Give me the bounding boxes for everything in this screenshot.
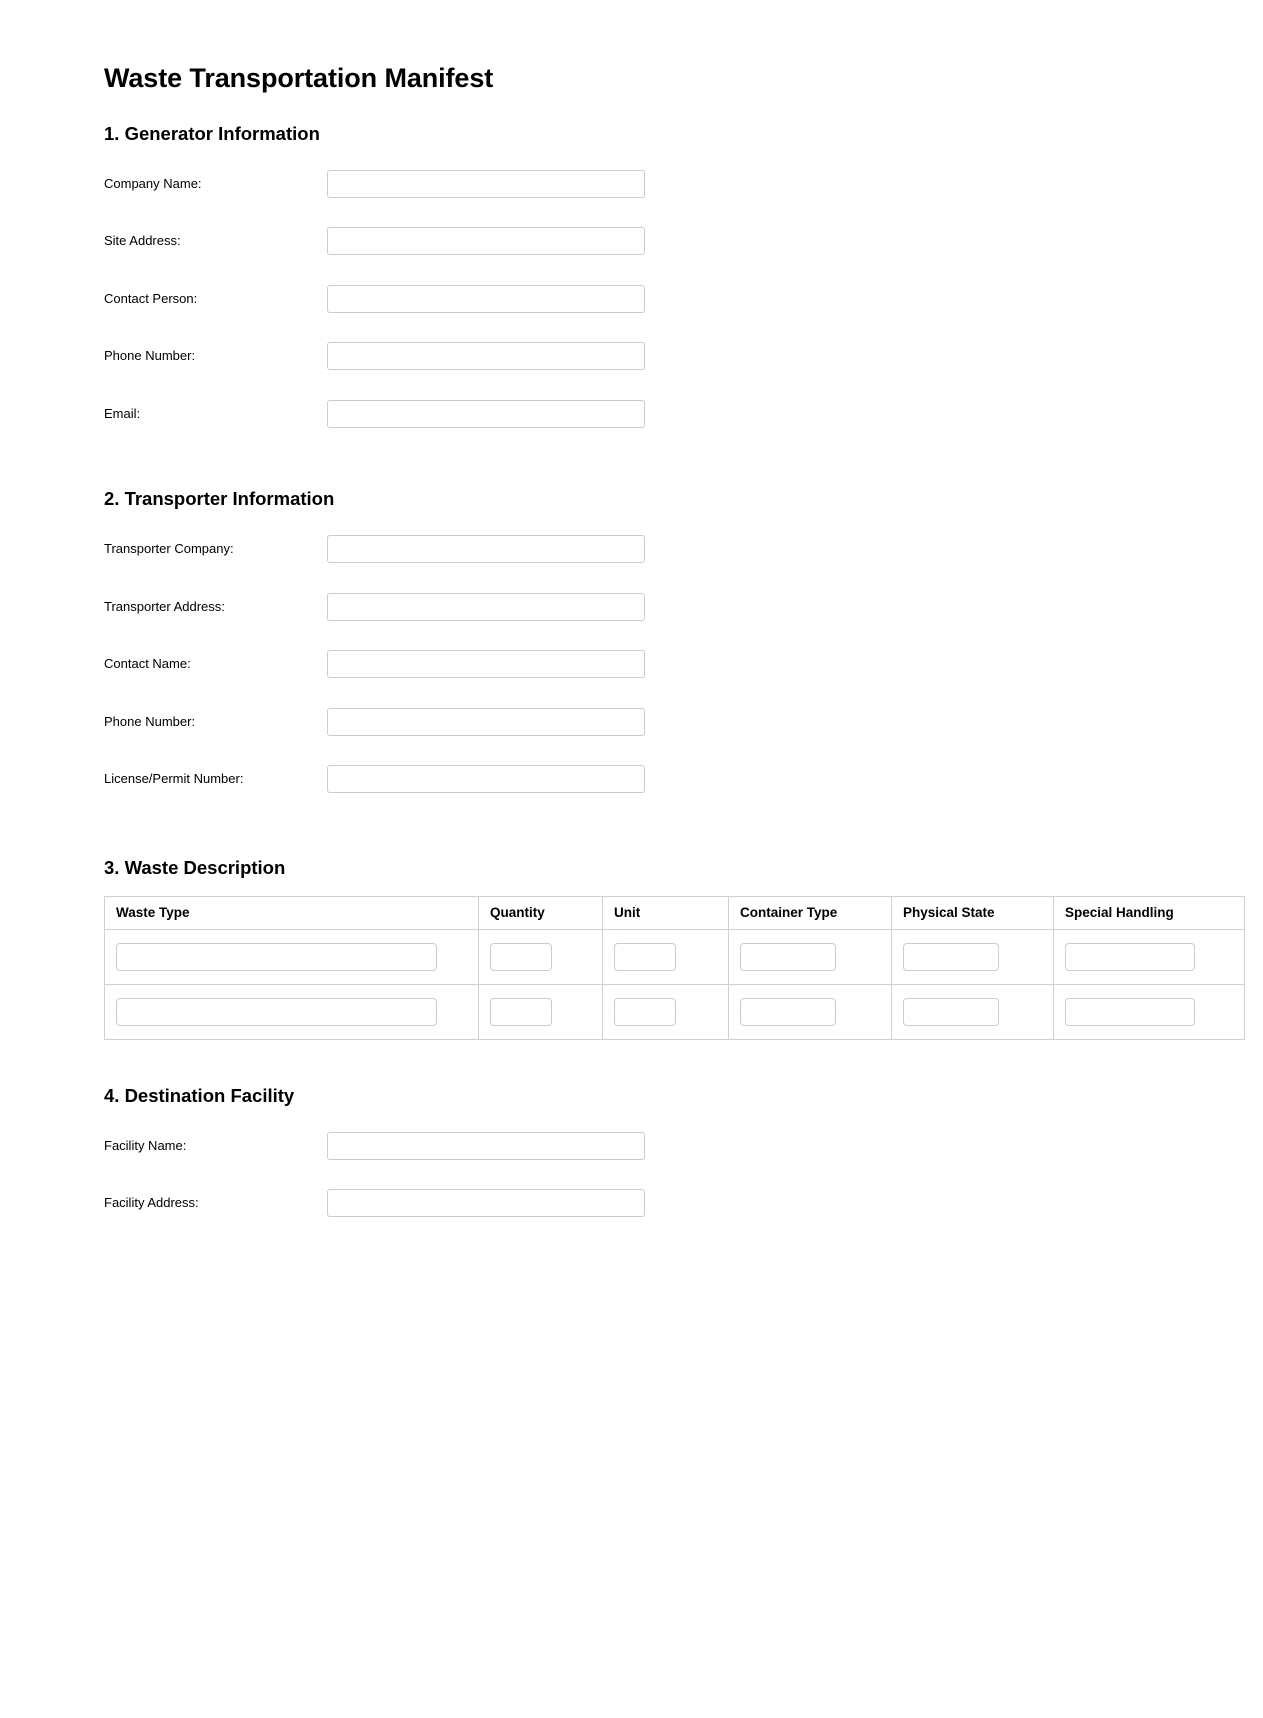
column-header-waste-type: Waste Type (105, 896, 479, 929)
input-unit-row-1[interactable] (614, 943, 676, 971)
input-facility-address[interactable] (327, 1189, 645, 1217)
field-row-license-permit-number (104, 750, 1159, 808)
label-company-name: Company Name: (104, 175, 202, 191)
cell-unit (603, 929, 729, 984)
waste-table-header (105, 896, 1245, 929)
input-company-name[interactable] (327, 170, 645, 198)
section-waste-description (104, 856, 1174, 1040)
label-site-address: Site Address: (104, 233, 181, 249)
label-facility-address: Facility Address: (104, 1195, 199, 1211)
column-header-quantity: Quantity (479, 896, 603, 929)
column-header-physical-state: Physical State (892, 896, 1054, 929)
input-transporter-address[interactable] (327, 593, 645, 621)
input-waste-type-row-1[interactable] (116, 943, 437, 971)
input-special-handling-row-1[interactable] (1065, 943, 1195, 971)
column-header-container-type: Container Type (729, 896, 892, 929)
page-title: Waste Transportation Manifest (104, 63, 494, 93)
cell-special-handling (1054, 929, 1245, 984)
input-quantity-row-2[interactable] (490, 998, 552, 1026)
input-transporter-company[interactable] (327, 535, 645, 563)
cell-physical-state (892, 929, 1054, 984)
label-generator-phone-number: Phone Number: (104, 348, 196, 364)
table-row (105, 984, 1245, 1039)
cell-waste-type (105, 929, 479, 984)
input-license-permit-number[interactable] (327, 765, 645, 793)
cell-unit (603, 984, 729, 1039)
field-row-transporter-company (104, 520, 1159, 578)
waste-description-table (104, 896, 1245, 1040)
label-license-permit-number: License/Permit Number: (104, 771, 244, 787)
input-unit-row-2[interactable] (614, 998, 676, 1026)
input-transporter-phone-number[interactable] (327, 708, 645, 736)
cell-quantity (479, 929, 603, 984)
field-row-transporter-address (104, 578, 1159, 636)
waste-table-header-row (105, 896, 1245, 929)
input-facility-name[interactable] (327, 1132, 645, 1160)
input-container-type-row-1[interactable] (740, 943, 836, 971)
input-waste-type-row-2[interactable] (116, 998, 437, 1026)
label-email: Email: (104, 405, 141, 421)
label-facility-name: Facility Name: (104, 1137, 187, 1153)
input-container-type-row-2[interactable] (740, 998, 836, 1026)
section-heading-waste-description: 3. Waste Description (104, 856, 286, 878)
input-physical-state-row-2[interactable] (903, 998, 999, 1026)
label-contact-person: Contact Person: (104, 290, 198, 306)
field-row-transporter-phone-number (104, 693, 1159, 751)
field-row-contact-person (104, 270, 1159, 328)
cell-physical-state (892, 984, 1054, 1039)
input-transporter-contact-name[interactable] (327, 650, 645, 678)
cell-container-type (729, 984, 892, 1039)
column-header-unit: Unit (603, 896, 729, 929)
input-email[interactable] (327, 400, 645, 428)
cell-quantity (479, 984, 603, 1039)
field-row-site-address (104, 212, 1159, 270)
table-row (105, 929, 1245, 984)
destination-field-list (104, 1117, 1159, 1232)
label-transporter-address: Transporter Address: (104, 598, 225, 614)
input-contact-person[interactable] (327, 285, 645, 313)
label-transporter-phone-number: Phone Number: (104, 713, 196, 729)
input-site-address[interactable] (327, 227, 645, 255)
transporter-field-list (104, 520, 1159, 808)
field-row-generator-phone-number (104, 327, 1159, 385)
cell-container-type (729, 929, 892, 984)
input-quantity-row-1[interactable] (490, 943, 552, 971)
field-row-facility-name (104, 1117, 1159, 1175)
section-heading-destination-facility: 4. Destination Facility (104, 1084, 295, 1106)
cell-waste-type (105, 984, 479, 1039)
field-row-facility-address (104, 1174, 1159, 1232)
label-transporter-company: Transporter Company: (104, 541, 234, 557)
section-heading-transporter: 2. Transporter Information (104, 488, 335, 510)
section-generator-information (104, 122, 1159, 443)
column-header-special-handling: Special Handling (1054, 896, 1245, 929)
section-transporter-information (104, 487, 1159, 808)
waste-table-body (105, 929, 1245, 1039)
section-destination-facility (104, 1084, 1159, 1232)
field-row-email (104, 385, 1159, 443)
input-generator-phone-number[interactable] (327, 342, 645, 370)
section-heading-generator: 1. Generator Information (104, 122, 320, 144)
input-physical-state-row-1[interactable] (903, 943, 999, 971)
cell-special-handling (1054, 984, 1245, 1039)
label-transporter-contact-name: Contact Name: (104, 656, 191, 672)
field-row-transporter-contact-name (104, 635, 1159, 693)
input-special-handling-row-2[interactable] (1065, 998, 1195, 1026)
generator-field-list (104, 155, 1159, 443)
field-row-company-name (104, 155, 1159, 213)
